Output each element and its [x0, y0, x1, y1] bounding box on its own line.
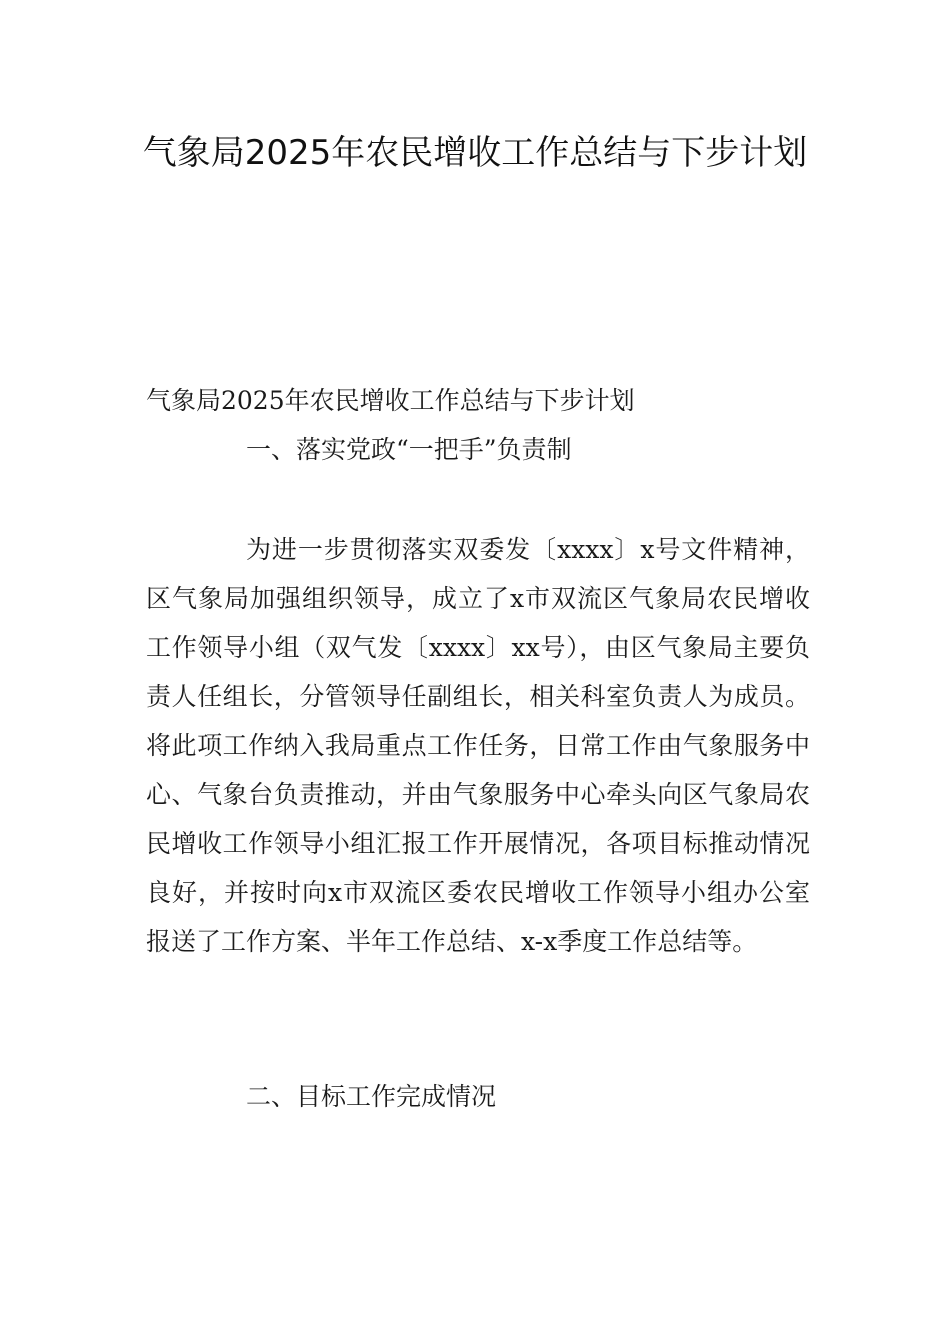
- section-heading-1: 一、落实党政“一把手”负责制: [246, 435, 572, 464]
- section-heading-2: 二、目标工作完成情况: [246, 1082, 497, 1111]
- document-subtitle-line: 气象局2025年农民增收工作总结与下步计划: [146, 386, 635, 415]
- section-paragraph-1: 为进一步贯彻落实双委发〔xxxx〕x号文件精神，区气象局加强组织领导，成立了x市双流区气象局农民增收工作领导小组（双气发〔xxxx〕xx号），由区气象局主要负责人任组长，分管领导任副组长，相关科室负责人为成员。将此项工作纳入我局重点工作任务，日常工作由气象服务中心、气象台负责推动，并由气象服务中心牵头向区气象局农民增收工作领导小组汇报工作开展情况，各项目标推动情况良好，并按时向x市双流区委农民增收工作领导小组办公室报送了工作方案、半年工作总结、x-x季度工作总结等。: [146, 535, 810, 956]
- document-title: 气象局2025年农民增收工作总结与下步计划: [142, 133, 808, 173]
